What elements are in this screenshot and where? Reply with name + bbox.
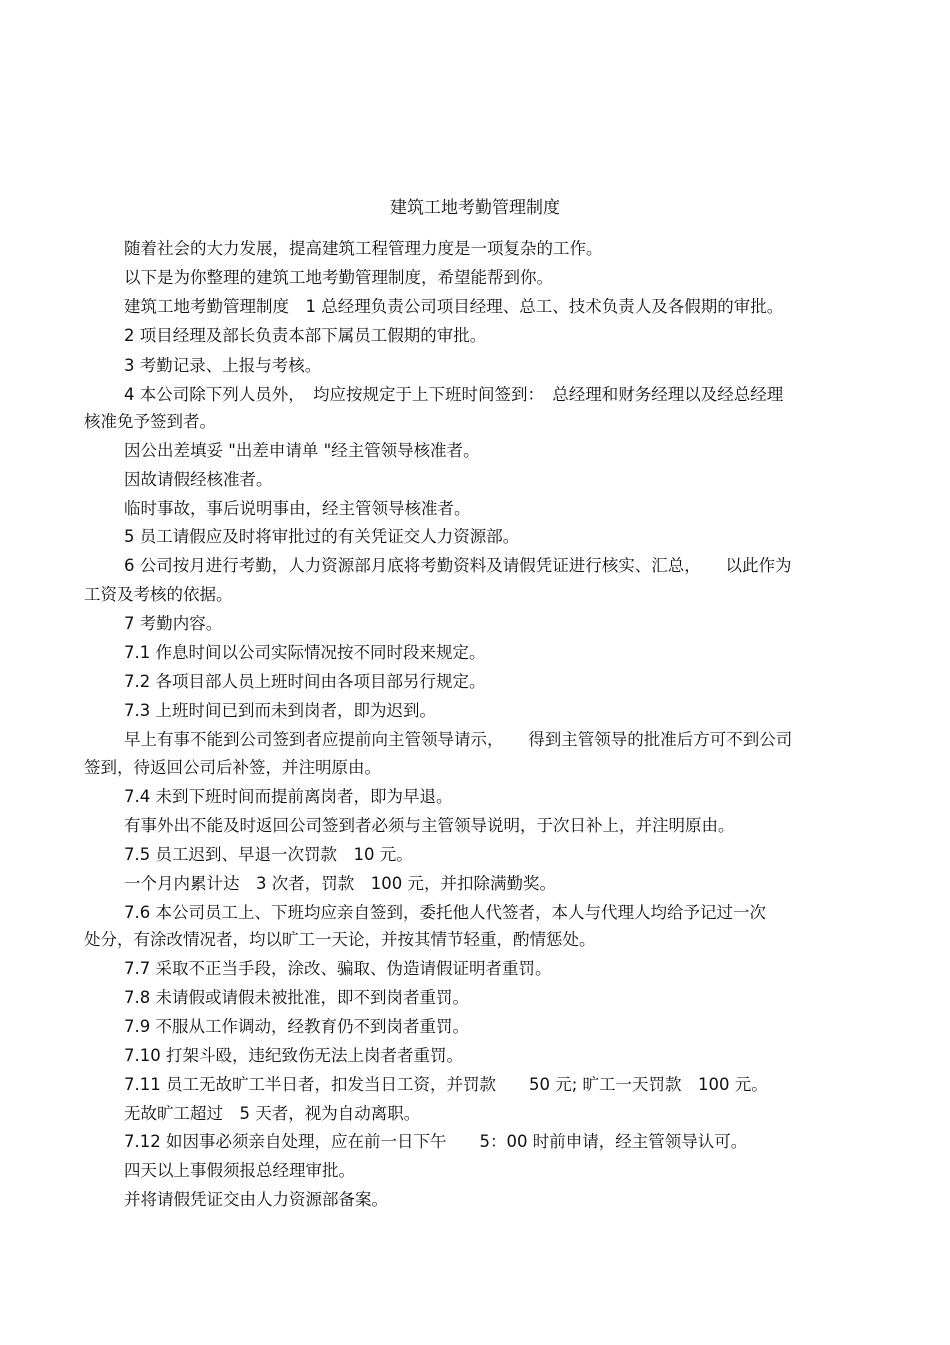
paragraph-line: 7 考勤内容。 (124, 614, 223, 633)
paragraph-line: 因公出差填妥 "出差申请单 "经主管领导核准者。 (124, 441, 480, 460)
paragraph-line: 因故请假经核准者。 (124, 470, 273, 489)
paragraph-line: 7.2 各项目部人员上班时间由各项目部另行规定。 (124, 672, 486, 691)
paragraph-line: 处分，有涂改情况者，均以旷工一天论，并按其情节轻重，酌情惩处。 (84, 930, 596, 949)
paragraph-line: 7.5 员工迟到、早退一次罚款 10 元。 (124, 845, 413, 864)
document-title: 建筑工地考勤管理制度 (390, 198, 560, 218)
paragraph-line: 7.7 采取不正当手段，涂改、骗取、伪造请假证明者重罚。 (124, 959, 552, 978)
paragraph-line: 临时事故，事后说明事由，经主管领导核准者。 (124, 499, 471, 518)
paragraph-line: 无故旷工超过 5 天者，视为自动离职。 (124, 1104, 421, 1123)
paragraph-line: 7.6 本公司员工上、下班均应亲自签到，委托他人代签者，本人与代理人均给予记过一次 (124, 903, 766, 922)
paragraph-line: 7.10 打架斗殴，违纪致伤无法上岗者者重罚。 (124, 1046, 463, 1065)
paragraph-line: 以下是为你整理的建筑工地考勤管理制度，希望能帮到你。 (124, 268, 553, 287)
paragraph-line: 7.8 未请假或请假未被批准，即不到岗者重罚。 (124, 988, 469, 1007)
paragraph-line: 4 本公司除下列人员外， 均应按规定于上下班时间签到： 总经理和财务经理以及经总经理 (124, 385, 784, 404)
paragraph-line: 随着社会的大力发展，提高建筑工程管理力度是一项复杂的工作。 (124, 239, 603, 258)
paragraph-line: 3 考勤记录、上报与考核。 (124, 356, 322, 375)
paragraph-line: 四天以上事假须报总经理审批。 (124, 1161, 355, 1180)
paragraph-line: 一个月内累计达 3 次者，罚款 100 元，并扣除满勤奖。 (124, 874, 556, 893)
paragraph-line: 核准免予签到者。 (84, 412, 216, 431)
paragraph-line: 工资及考核的依据。 (84, 585, 233, 604)
paragraph-line: 7.1 作息时间以公司实际情况按不同时段来规定。 (124, 643, 486, 662)
paragraph-line: 7.4 未到下班时间而提前离岗者，即为早退。 (124, 787, 453, 806)
paragraph-line: 7.9 不服从工作调动，经教育仍不到岗者重罚。 (124, 1017, 469, 1036)
paragraph-line: 7.11 员工无故旷工半日者，扣发当日工资，并罚款 50 元; 旷工一天罚款 100 元。 (124, 1075, 768, 1094)
paragraph-line: 建筑工地考勤管理制度 1 总经理负责公司项目经理、总工、技术负责人及各假期的审批。 (124, 297, 784, 316)
paragraph-line: 7.12 如因事必须亲自处理，应在前一日下午 5：00 时前申请，经主管领导认可。 (124, 1132, 748, 1151)
paragraph-line: 2 项目经理及部长负责本部下属员工假期的审批。 (124, 326, 487, 345)
paragraph-line: 并将请假凭证交由人力资源部备案。 (124, 1190, 388, 1209)
paragraph-line: 6 公司按月进行考勤，人力资源部月底将考勤资料及请假凭证进行核实、汇总， 以此作为 (124, 556, 792, 575)
paragraph-line: 签到，待返回公司后补签，并注明原由。 (84, 758, 381, 777)
paragraph-line: 有事外出不能及时返回公司签到者必须与主管领导说明，于次日补上，并注明原由。 (124, 816, 735, 835)
paragraph-line: 5 员工请假应及时将审批过的有关凭证交人力资源部。 (124, 527, 520, 546)
paragraph-line: 早上有事不能到公司签到者应提前向主管领导请示， 得到主管领导的批准后方可不到公司 (124, 730, 793, 749)
paragraph-line: 7.3 上班时间已到而未到岗者，即为迟到。 (124, 701, 436, 720)
